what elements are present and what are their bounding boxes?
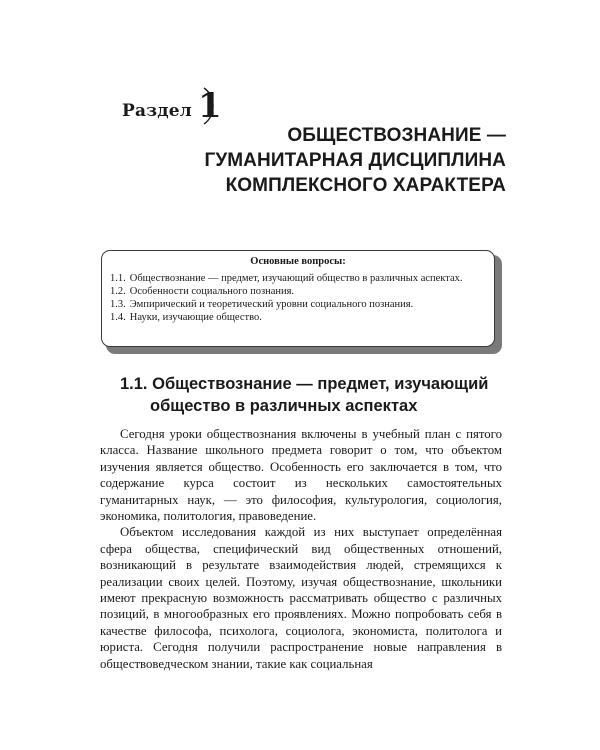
question-text: Эмпирический и теоретический уровни социального познания. (129, 299, 414, 310)
question-number: 1.3. (110, 299, 126, 310)
question-item (110, 298, 486, 311)
chapter-title-line-1: ОБЩЕСТВОЗНАНИЕ — (287, 125, 506, 146)
subsection-heading-line-1: 1.1. Обществознание — предмет, изучающий (120, 375, 489, 393)
question-number: 1.4. (110, 312, 126, 323)
question-number: 1.1. (110, 273, 126, 284)
paragraph-1: Сегодня уроки обществознания включены в учебный план с пятого класса. Название школьного предмета говорит о том, что объектом изучения является общество. Особенность его заключается в том, что содержание курса состоит из нескольких самостоятельных гуманитарных наук, — это философия, культурология, социология, экономика, политология, правоведение. (100, 427, 502, 524)
question-text: Науки, изучающие общество. (129, 312, 262, 323)
section-label: Раздел (122, 101, 192, 121)
chapter-title (160, 123, 506, 198)
section-bracket-decoration (198, 86, 222, 126)
chapter-title-line-2: ГУМАНИТАРНАЯ ДИСЦИПЛИНА (204, 150, 506, 171)
question-item (110, 311, 486, 324)
section-number: 1 (197, 86, 222, 126)
question-item (110, 285, 486, 298)
key-questions-box (101, 250, 495, 347)
question-number: 1.2. (110, 286, 126, 297)
subsection-heading-line-2: общество в различных аспектах (150, 397, 418, 415)
question-item (110, 272, 486, 285)
paragraph-2: Объектом исследования каждой из них выступает определённая сфера общества, специфический вид общественных отношений, возникающий в результате взаимодействия людей, стремящихся к реализации своих целей. Поэтому, изучая обществознание, школьники имеют прекрасную возможность рассматривать общество с различных позиций, в многообразных его проявлениях. Можно попробовать себя в качестве философа, психолога, социолога, экономиста, политолога и юриста. Сегодня получили распространение новые направления в обществоведческом знании, такие как социальная (100, 525, 502, 671)
question-text: Обществознание — предмет, изучающий общество в различных аспектах. (129, 273, 463, 284)
subsection-heading (120, 373, 500, 417)
chapter-title-line-3: КОМПЛЕКСНОГО ХАРАКТЕРА (225, 175, 506, 196)
key-questions-heading: Основные вопросы: (250, 256, 346, 267)
body-text (100, 426, 502, 672)
question-text: Особенности социального познания. (129, 286, 295, 297)
